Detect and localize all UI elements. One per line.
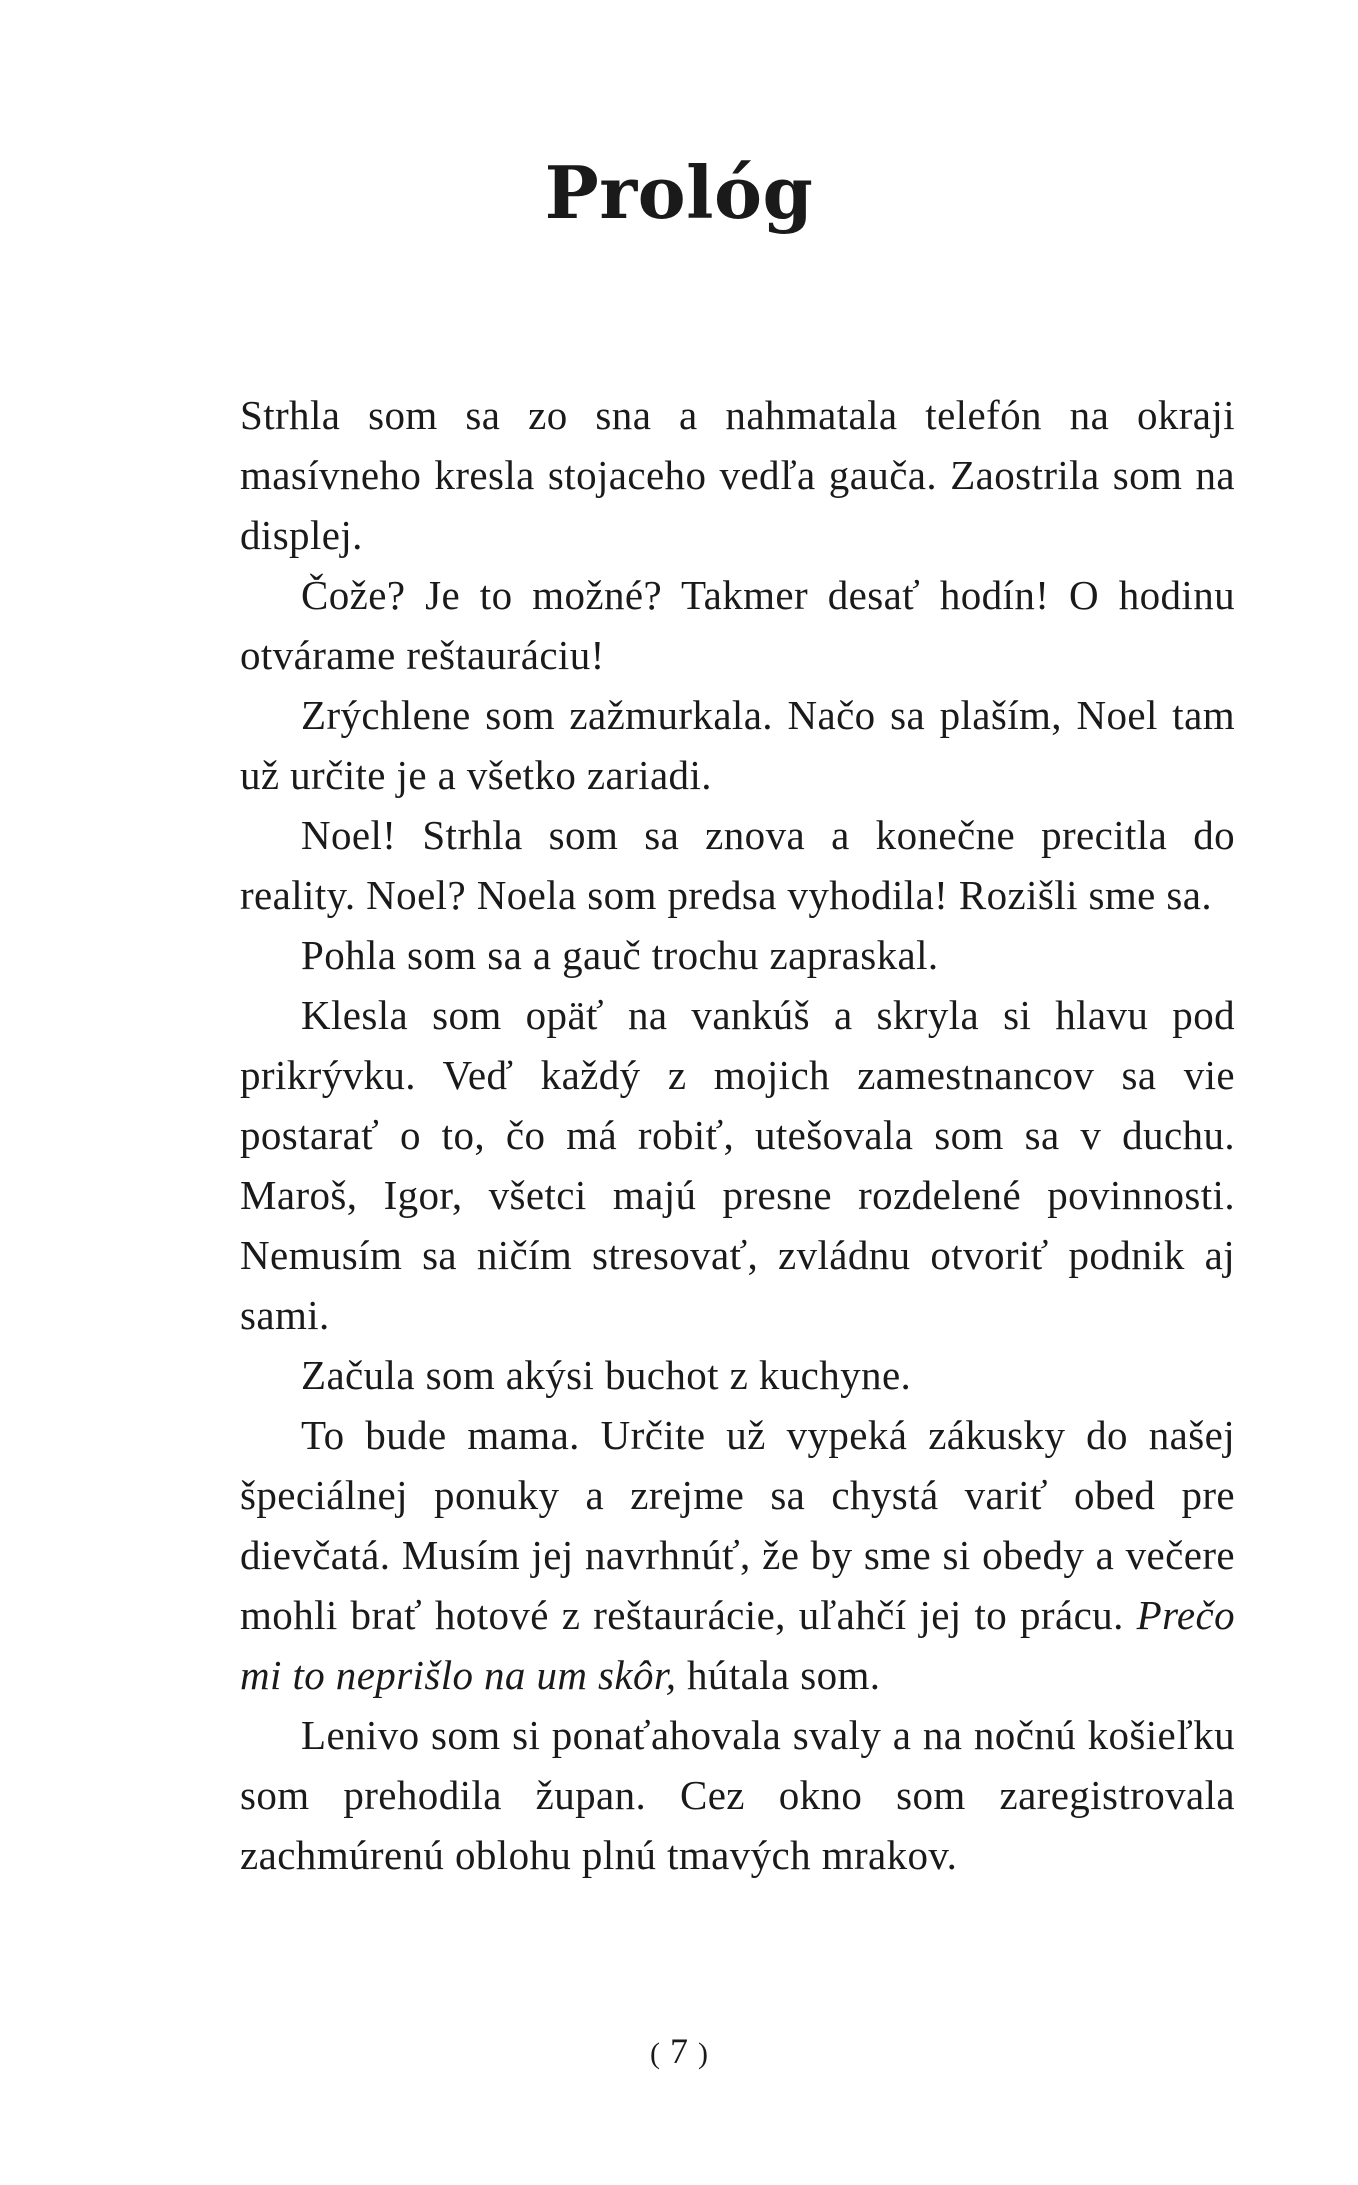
paragraph-1: Strhla som sa zo sna a nahmatala telefón na okraji masívneho kresla stojaceho vedľa gauča. Zaostrila som na displej. [240, 392, 1235, 558]
page-number-value: 7 [670, 2031, 688, 2071]
paragraph-8-text: To bude mama. Určite už vypeká zákusky do našej špeciálnej ponuky a zrejme sa chystá variť obed pre dievčatá. Musím jej navrhnúť, že by sme si obedy a večere mohli brať hotové z reštaurácie, uľahčí jej to prácu. [240, 1412, 1235, 1638]
page-number-close-paren: ) [698, 2037, 708, 2070]
paragraph-4: Noel! Strhla som sa znova a konečne precitla do reality. Noel? Noela som predsa vyhodila! Rozišli sme sa. [240, 812, 1235, 918]
chapter-body [240, 385, 1235, 1885]
paragraph-8-tail: hútala som. [687, 1652, 881, 1698]
paragraph-5: Pohla som sa a gauč trochu zapraskal. [301, 932, 939, 978]
paragraph-6: Klesla som opäť na vankúš a skryla si hlavu pod prikrývku. Veď každý z mojich zamestnancov sa vie postarať o to, čo má robiť, utešovala som sa v duchu. Maroš, Igor, všetci majú presne rozdelené povinnosti. Nemusím sa ničím stresovať, zvládnu otvoriť podnik aj sami. [240, 992, 1235, 1338]
page-number [0, 2030, 1358, 2072]
paragraph-8-italic: Prečo mi to neprišlo na um skôr, [240, 1592, 1235, 1698]
paragraph-8 [240, 1405, 1235, 1705]
paragraph-9: Lenivo som si ponaťahovala svaly a na nočnú košieľku som prehodila župan. Cez okno som zaregistrovala zachmúrenú oblohu plnú tmavých mrakov. [240, 1712, 1235, 1878]
chapter-title: Prológ [544, 150, 814, 235]
paragraph-2: Čože? Je to možné? Takmer desať hodín! O hodinu otvárame reštauráciu! [240, 572, 1235, 678]
page-number-open-paren: ( [650, 2037, 660, 2070]
paragraph-7: Začula som akýsi buchot z kuchyne. [301, 1352, 912, 1398]
paragraph-3: Zrýchlene som zažmurkala. Načo sa plaším, Noel tam už určite je a všetko zariadi. [240, 692, 1235, 798]
